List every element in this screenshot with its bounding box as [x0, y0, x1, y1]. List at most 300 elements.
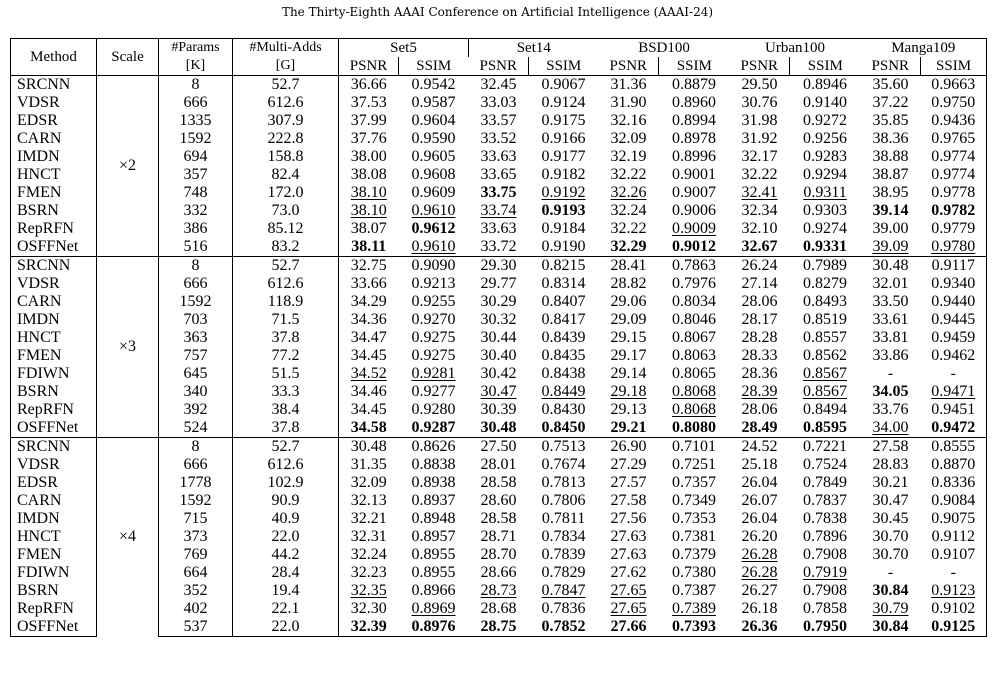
- value-cell: [730, 76, 790, 95]
- value-cell: [659, 220, 730, 238]
- psnr-manga109-value: 35.85: [872, 112, 909, 129]
- ssim-set5-value: 0.9281: [411, 365, 456, 382]
- method-name: EDSR: [11, 112, 97, 130]
- value-cell: [659, 293, 730, 311]
- psnr-urban100-value: 28.39: [741, 383, 778, 400]
- value-cell: [790, 582, 861, 600]
- ssim-manga109-value: 0.9436: [931, 112, 976, 129]
- value-cell: [861, 148, 921, 166]
- value-cell: [469, 528, 529, 546]
- params-value: 645: [159, 365, 233, 383]
- value-cell: [730, 257, 790, 276]
- value-cell: [339, 347, 399, 365]
- params-value: 666: [159, 94, 233, 112]
- ssim-urban100-value: 0.7908: [803, 582, 848, 599]
- value-cell: [399, 166, 469, 184]
- params-value: 703: [159, 311, 233, 329]
- ssim-set14-value: 0.7829: [541, 564, 586, 581]
- value-cell: [529, 582, 599, 600]
- psnr-set14-value: 30.48: [480, 419, 517, 436]
- params-value: 402: [159, 600, 233, 618]
- value-cell: [790, 510, 861, 528]
- psnr-urban100-value: 26.24: [741, 257, 778, 274]
- value-cell: [399, 401, 469, 419]
- psnr-bsd100-value: 29.14: [610, 365, 647, 382]
- ssim-set5-value: 0.9090: [411, 257, 456, 274]
- psnr-set5-value: 32.13: [350, 492, 387, 509]
- psnr-urban100-value: 28.49: [741, 419, 778, 436]
- psnr-set14-value: 33.72: [480, 238, 517, 255]
- psnr-set14-value: 28.68: [480, 600, 517, 617]
- psnr-set5-value: 34.29: [350, 293, 387, 310]
- psnr-manga109-value: 34.05: [872, 383, 909, 400]
- value-cell: [730, 546, 790, 564]
- psnr-manga109-value: 39.09: [872, 238, 909, 255]
- header-ssim-set5: SSIM: [399, 57, 469, 76]
- method-name: OSFFNet: [11, 238, 97, 257]
- psnr-set5-value: 38.07: [350, 220, 387, 237]
- value-cell: [399, 184, 469, 202]
- ssim-set14-value: 0.9067: [541, 76, 586, 93]
- value-cell: [469, 275, 529, 293]
- ssim-set14-value: 0.8215: [541, 257, 586, 274]
- value-cell: [730, 438, 790, 457]
- value-cell: [659, 130, 730, 148]
- value-cell: [861, 564, 921, 582]
- value-cell: [339, 166, 399, 184]
- psnr-manga109-value: 28.83: [872, 456, 909, 473]
- value-cell: [339, 510, 399, 528]
- ssim-set5-value: 0.9287: [411, 419, 456, 436]
- psnr-set14-value: 33.63: [480, 148, 517, 165]
- multiadds-value: 22.0: [233, 528, 339, 546]
- ssim-set14-value: 0.9193: [541, 202, 586, 219]
- value-cell: [730, 401, 790, 419]
- psnr-set5-value: 32.75: [350, 257, 387, 274]
- ssim-manga109-value: 0.9462: [931, 347, 976, 364]
- ssim-bsd100-value: 0.7387: [672, 582, 717, 599]
- value-cell: [399, 76, 469, 95]
- psnr-urban100-value: 26.07: [741, 492, 778, 509]
- value-cell: [339, 492, 399, 510]
- value-cell: [861, 600, 921, 618]
- psnr-manga109-value: 38.87: [872, 166, 909, 183]
- psnr-urban100-value: 26.36: [741, 618, 778, 635]
- psnr-set5-value: 34.45: [350, 347, 387, 364]
- psnr-set14-value: 30.29: [480, 293, 517, 310]
- ssim-set14-value: 0.8435: [541, 347, 586, 364]
- psnr-urban100-value: 28.06: [741, 293, 778, 310]
- value-cell: [921, 148, 987, 166]
- psnr-manga109-value: 34.00: [872, 419, 909, 436]
- multiadds-value: 19.4: [233, 582, 339, 600]
- value-cell: [790, 438, 861, 457]
- value-cell: [529, 148, 599, 166]
- value-cell: [921, 220, 987, 238]
- params-value: 666: [159, 275, 233, 293]
- psnr-urban100-value: 32.67: [741, 238, 778, 255]
- method-name: VDSR: [11, 275, 97, 293]
- value-cell: [861, 257, 921, 276]
- ssim-manga109-value: 0.8336: [931, 474, 976, 491]
- value-cell: [861, 112, 921, 130]
- value-cell: [399, 528, 469, 546]
- value-cell: [790, 419, 861, 438]
- psnr-set5-value: 34.47: [350, 329, 387, 346]
- value-cell: [790, 293, 861, 311]
- value-cell: [790, 329, 861, 347]
- ssim-manga109-value: 0.9780: [931, 238, 976, 255]
- psnr-bsd100-value: 32.24: [610, 202, 647, 219]
- psnr-manga109-value: 30.84: [872, 582, 909, 599]
- method-name: FMEN: [11, 184, 97, 202]
- psnr-manga109-value: 33.50: [872, 293, 909, 310]
- value-cell: [790, 528, 861, 546]
- psnr-urban100-value: 27.14: [741, 275, 778, 292]
- value-cell: [921, 257, 987, 276]
- ssim-manga109-value: 0.9445: [931, 311, 976, 328]
- value-cell: [399, 600, 469, 618]
- value-cell: [921, 600, 987, 618]
- ssim-bsd100-value: 0.8046: [672, 311, 717, 328]
- params-value: 664: [159, 564, 233, 582]
- value-cell: [659, 202, 730, 220]
- value-cell: [861, 492, 921, 510]
- value-cell: [529, 166, 599, 184]
- value-cell: [730, 94, 790, 112]
- psnr-set5-value: 34.46: [350, 383, 387, 400]
- table-body: [11, 76, 987, 637]
- value-cell: [730, 618, 790, 637]
- value-cell: [921, 76, 987, 95]
- value-cell: [861, 438, 921, 457]
- header-psnr-bsd100: PSNR: [599, 57, 659, 76]
- value-cell: [599, 600, 659, 618]
- multiadds-value: 222.8: [233, 130, 339, 148]
- value-cell: [730, 311, 790, 329]
- value-cell: [529, 365, 599, 383]
- psnr-bsd100-value: 27.56: [610, 510, 647, 527]
- value-cell: [469, 564, 529, 582]
- psnr-manga109-value: 30.70: [872, 546, 909, 563]
- value-cell: [399, 202, 469, 220]
- value-cell: [529, 383, 599, 401]
- value-cell: [529, 401, 599, 419]
- method-name: BSRN: [11, 383, 97, 401]
- ssim-set5-value: 0.9605: [411, 148, 456, 165]
- psnr-set5-value: 32.30: [350, 600, 387, 617]
- psnr-manga109-value: 30.48: [872, 257, 909, 274]
- multiadds-value: 83.2: [233, 238, 339, 257]
- method-name: RepRFN: [11, 220, 97, 238]
- params-value: 386: [159, 220, 233, 238]
- value-cell: [399, 257, 469, 276]
- ssim-urban100-value: 0.8493: [803, 293, 848, 310]
- value-cell: [599, 166, 659, 184]
- value-cell: [921, 202, 987, 220]
- multiadds-value: 307.9: [233, 112, 339, 130]
- psnr-bsd100-value: 32.22: [610, 220, 647, 237]
- value-cell: [921, 492, 987, 510]
- psnr-set14-value: 28.60: [480, 492, 517, 509]
- ssim-manga109-value: 0.9112: [931, 528, 975, 545]
- psnr-urban100-value: 32.34: [741, 202, 778, 219]
- multiadds-value: 52.7: [233, 438, 339, 457]
- value-cell: [339, 275, 399, 293]
- ssim-bsd100-value: 0.7101: [672, 438, 717, 455]
- ssim-urban100-value: 0.7837: [803, 492, 848, 509]
- value-cell: [599, 112, 659, 130]
- ssim-urban100-value: 0.8557: [803, 329, 848, 346]
- psnr-manga109-value: 33.76: [872, 401, 909, 418]
- psnr-manga109-value: 30.47: [872, 492, 909, 509]
- multiadds-value: 612.6: [233, 275, 339, 293]
- ssim-urban100-value: 0.8494: [803, 401, 848, 418]
- psnr-manga109-value: 38.95: [872, 184, 909, 201]
- value-cell: [790, 112, 861, 130]
- ssim-bsd100-value: 0.8996: [672, 148, 717, 165]
- table-row: [11, 438, 987, 457]
- ssim-urban100-value: 0.7849: [803, 474, 848, 491]
- ssim-urban100-value: 0.9331: [803, 238, 848, 255]
- value-cell: [599, 275, 659, 293]
- value-cell: [730, 383, 790, 401]
- value-cell: [399, 148, 469, 166]
- ssim-set14-value: 0.9182: [541, 166, 586, 183]
- value-cell: [659, 564, 730, 582]
- ssim-set5-value: 0.9590: [411, 130, 456, 147]
- value-cell: [790, 474, 861, 492]
- psnr-urban100-value: 31.92: [741, 130, 778, 147]
- header-params: #Params: [159, 39, 233, 58]
- header-dataset-urban100: Urban100: [730, 39, 861, 58]
- value-cell: [599, 220, 659, 238]
- ssim-bsd100-value: 0.8978: [672, 130, 717, 147]
- value-cell: [861, 365, 921, 383]
- value-cell: [529, 456, 599, 474]
- ssim-set14-value: 0.7852: [541, 618, 586, 635]
- value-cell: [730, 510, 790, 528]
- params-value: 715: [159, 510, 233, 528]
- psnr-set5-value: 31.35: [350, 456, 387, 473]
- ssim-set14-value: 0.7836: [541, 600, 586, 617]
- value-cell: [469, 293, 529, 311]
- ssim-urban100-value: 0.8519: [803, 311, 848, 328]
- value-cell: [921, 582, 987, 600]
- value-cell: [339, 112, 399, 130]
- value-cell: [339, 130, 399, 148]
- psnr-manga109-value: 39.14: [872, 202, 909, 219]
- params-value: 340: [159, 383, 233, 401]
- psnr-urban100-value: 26.27: [741, 582, 778, 599]
- psnr-set5-value: 32.31: [350, 528, 387, 545]
- psnr-manga109-value: 38.36: [872, 130, 909, 147]
- value-cell: [469, 311, 529, 329]
- ssim-set14-value: 0.8438: [541, 365, 586, 382]
- params-value: 1592: [159, 130, 233, 148]
- value-cell: [730, 329, 790, 347]
- value-cell: [921, 293, 987, 311]
- psnr-urban100-value: 28.36: [741, 365, 778, 382]
- value-cell: [790, 492, 861, 510]
- value-cell: [659, 275, 730, 293]
- value-cell: [599, 383, 659, 401]
- value-cell: [730, 293, 790, 311]
- value-cell: [790, 238, 861, 257]
- psnr-bsd100-value: 27.57: [610, 474, 647, 491]
- value-cell: [599, 311, 659, 329]
- multiadds-value: 33.3: [233, 383, 339, 401]
- psnr-set14-value: 28.71: [480, 528, 517, 545]
- header-psnr-urban100: PSNR: [730, 57, 790, 76]
- value-cell: [921, 94, 987, 112]
- multiadds-value: 52.7: [233, 257, 339, 276]
- value-cell: [659, 474, 730, 492]
- value-cell: [339, 419, 399, 438]
- value-cell: [339, 474, 399, 492]
- ssim-set14-value: 0.8314: [541, 275, 586, 292]
- multiadds-value: 77.2: [233, 347, 339, 365]
- value-cell: [730, 275, 790, 293]
- multiadds-value: 37.8: [233, 419, 339, 438]
- value-cell: [861, 347, 921, 365]
- params-value: 373: [159, 528, 233, 546]
- value-cell: [599, 148, 659, 166]
- params-value: 516: [159, 238, 233, 257]
- psnr-set5-value: 32.21: [350, 510, 387, 527]
- psnr-urban100-value: 32.10: [741, 220, 778, 237]
- value-cell: [599, 347, 659, 365]
- psnr-bsd100-value: 32.22: [610, 166, 647, 183]
- value-cell: [469, 220, 529, 238]
- ssim-urban100-value: 0.7221: [803, 438, 848, 455]
- ssim-set5-value: 0.9587: [411, 94, 456, 111]
- params-value: 1778: [159, 474, 233, 492]
- ssim-bsd100-value: 0.8080: [672, 419, 717, 436]
- psnr-manga109-value: 37.22: [872, 94, 909, 111]
- ssim-bsd100-value: 0.8063: [672, 347, 717, 364]
- psnr-set14-value: 28.01: [480, 456, 517, 473]
- ssim-set14-value: 0.8417: [541, 311, 586, 328]
- value-cell: [339, 329, 399, 347]
- value-cell: [730, 564, 790, 582]
- value-cell: [790, 618, 861, 637]
- ssim-bsd100-value: 0.9007: [672, 184, 717, 201]
- ssim-set5-value: 0.9213: [411, 275, 456, 292]
- value-cell: [659, 438, 730, 457]
- psnr-urban100-value: 28.28: [741, 329, 778, 346]
- psnr-manga109-value: 30.21: [872, 474, 909, 491]
- ssim-bsd100-value: 0.9009: [672, 220, 717, 237]
- value-cell: [339, 184, 399, 202]
- value-cell: [399, 365, 469, 383]
- psnr-set14-value: 28.58: [480, 474, 517, 491]
- value-cell: [399, 438, 469, 457]
- ssim-set5-value: 0.8955: [411, 546, 456, 563]
- results-table: [10, 38, 987, 637]
- ssim-set5-value: 0.8955: [411, 564, 456, 581]
- ssim-bsd100-value: 0.7863: [672, 257, 717, 274]
- psnr-manga109-value: 35.60: [872, 76, 909, 93]
- ssim-manga109-value: 0.9750: [931, 94, 976, 111]
- ssim-manga109-value: 0.9779: [931, 220, 976, 237]
- value-cell: [529, 438, 599, 457]
- psnr-bsd100-value: 27.62: [610, 564, 647, 581]
- psnr-set5-value: 36.66: [350, 76, 387, 93]
- value-cell: [921, 618, 987, 637]
- psnr-set5-value: 32.39: [350, 618, 387, 635]
- value-cell: [399, 329, 469, 347]
- ssim-set5-value: 0.9277: [411, 383, 456, 400]
- value-cell: [730, 492, 790, 510]
- value-cell: [861, 238, 921, 257]
- multiadds-value: 90.9: [233, 492, 339, 510]
- psnr-bsd100-value: 32.09: [610, 130, 647, 147]
- header-dataset-bsd100: BSD100: [599, 39, 730, 58]
- params-value: 363: [159, 329, 233, 347]
- ssim-set5-value: 0.8966: [411, 582, 456, 599]
- value-cell: [599, 456, 659, 474]
- ssim-urban100-value: 0.9256: [803, 130, 848, 147]
- ssim-urban100-value: 0.8567: [803, 383, 848, 400]
- value-cell: [399, 492, 469, 510]
- value-cell: [790, 257, 861, 276]
- value-cell: [339, 238, 399, 257]
- value-cell: [339, 528, 399, 546]
- value-cell: [339, 401, 399, 419]
- ssim-urban100-value: 0.8946: [803, 76, 848, 93]
- ssim-urban100-value: 0.9311: [803, 184, 847, 201]
- ssim-manga109-value: 0.9778: [931, 184, 976, 201]
- psnr-urban100-value: 28.33: [741, 347, 778, 364]
- psnr-set5-value: 32.09: [350, 474, 387, 491]
- value-cell: [339, 365, 399, 383]
- psnr-set5-value: 37.99: [350, 112, 387, 129]
- page-header: The Thirty-Eighth AAAI Conference on Artificial Intelligence (AAAI-24): [281, 5, 714, 19]
- ssim-bsd100-value: 0.7379: [672, 546, 717, 563]
- ssim-bsd100-value: 0.9012: [672, 238, 717, 255]
- psnr-set14-value: 33.57: [480, 112, 517, 129]
- value-cell: [730, 184, 790, 202]
- psnr-manga109-value: 39.00: [872, 220, 909, 237]
- value-cell: [659, 184, 730, 202]
- psnr-set14-value: 28.70: [480, 546, 517, 563]
- value-cell: [790, 365, 861, 383]
- psnr-set5-value: 38.08: [350, 166, 387, 183]
- header-scale: Scale: [97, 39, 159, 76]
- value-cell: [730, 347, 790, 365]
- value-cell: [599, 130, 659, 148]
- value-cell: [790, 564, 861, 582]
- value-cell: [861, 546, 921, 564]
- psnr-bsd100-value: 27.65: [610, 600, 647, 617]
- params-value: 524: [159, 419, 233, 438]
- multiadds-value: 44.2: [233, 546, 339, 564]
- value-cell: [659, 510, 730, 528]
- value-cell: [599, 528, 659, 546]
- psnr-set5-value: 34.45: [350, 401, 387, 418]
- psnr-urban100-value: 32.17: [741, 148, 778, 165]
- header-psnr-set14: PSNR: [469, 57, 529, 76]
- params-value: 666: [159, 456, 233, 474]
- value-cell: [599, 329, 659, 347]
- value-cell: [790, 546, 861, 564]
- ssim-urban100-value: 0.9283: [803, 148, 848, 165]
- value-cell: [399, 456, 469, 474]
- value-cell: [861, 202, 921, 220]
- value-cell: [921, 474, 987, 492]
- ssim-bsd100-value: 0.7976: [672, 275, 717, 292]
